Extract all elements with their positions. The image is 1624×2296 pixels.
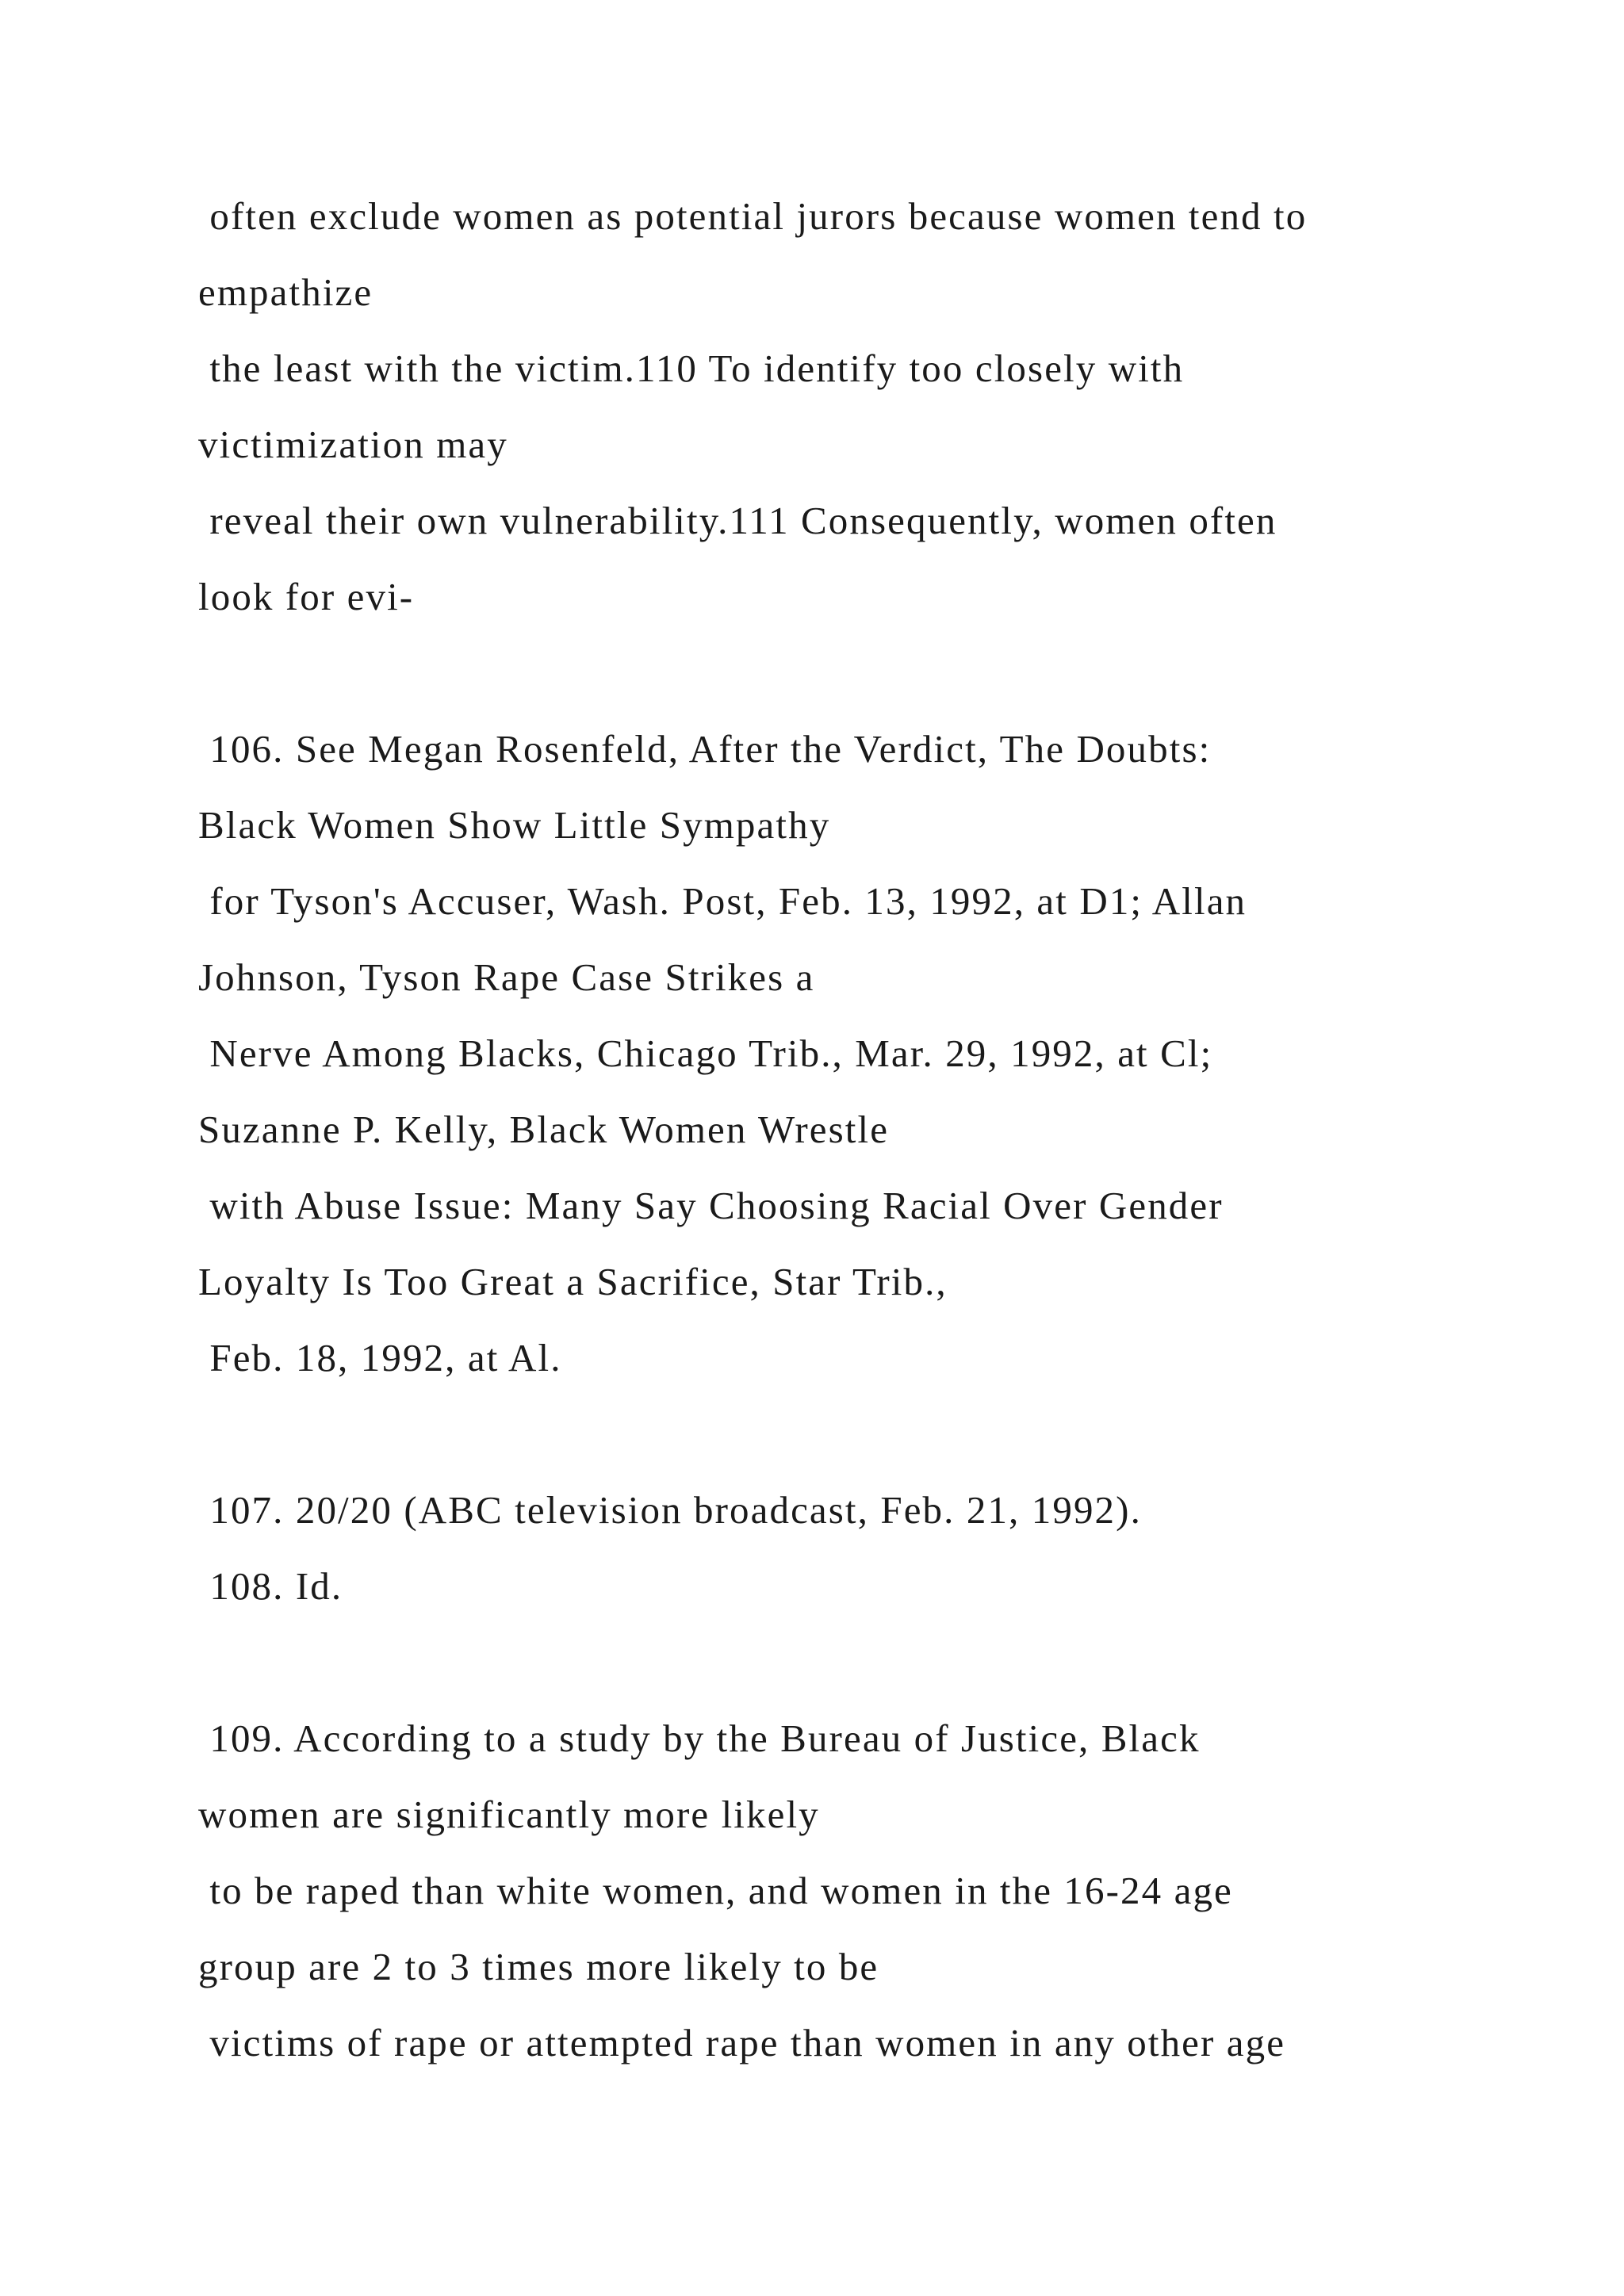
text-line: reveal their own vulnerability.111 Consequently, women often <box>198 499 1277 542</box>
footnote-line: victims of rape or attempted rape than women in any other age <box>198 2021 1286 2064</box>
text-line: victimization may <box>198 423 508 466</box>
text-line: empathize <box>198 270 373 314</box>
footnote-line: 109. According to a study by the Bureau of Justice, Black <box>198 1716 1201 1760</box>
footnote-line: Johnson, Tyson Rape Case Strikes a <box>198 955 815 999</box>
footnote-line: with Abuse Issue: Many Say Choosing Racial Over Gender <box>198 1184 1224 1227</box>
footnote-line: group are 2 to 3 times more likely to be <box>198 1945 879 1988</box>
footnote-line: Nerve Among Blacks, Chicago Trib., Mar. 29, 1992, at Cl; <box>198 1031 1213 1075</box>
footnote-line: Loyalty Is Too Great a Sacrifice, Star Trib., <box>198 1260 948 1303</box>
footnote-line: 107. 20/20 (ABC television broadcast, Feb. 21, 1992). <box>198 1488 1142 1532</box>
footnote-line: 106. See Megan Rosenfeld, After the Verdict, The Doubts: <box>198 727 1212 771</box>
footnote-line: 108. Id. <box>198 1564 343 1608</box>
text-line: look for evi- <box>198 575 415 618</box>
footnote-line: Black Women Show Little Sympathy <box>198 803 831 847</box>
text-line: often exclude women as potential jurors because women tend to <box>198 194 1308 238</box>
footnote-line: Suzanne P. Kelly, Black Women Wrestle <box>198 1108 890 1151</box>
text-line: the least with the victim.110 To identify too closely with <box>198 346 1185 390</box>
footnote-line: Feb. 18, 1992, at Al. <box>198 1336 562 1380</box>
footnote-line: to be raped than white women, and women in the 16-24 age <box>198 1869 1233 1912</box>
footnote-line: women are significantly more likely <box>198 1793 820 1836</box>
footnote-line: for Tyson's Accuser, Wash. Post, Feb. 13, 1992, at D1; Allan <box>198 879 1247 923</box>
